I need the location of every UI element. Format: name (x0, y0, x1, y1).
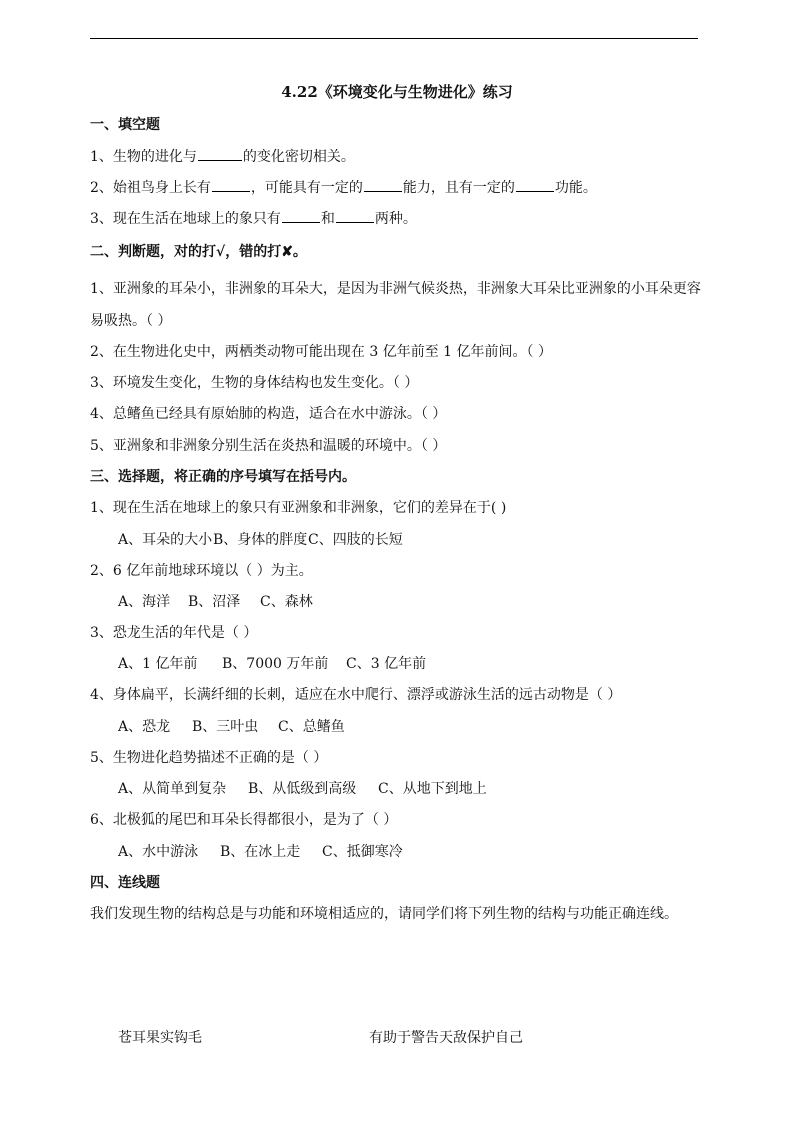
choice-question-6: 6、北极狐的尾巴和耳朵长得都很小，是为了（ ） (90, 812, 398, 828)
choice-option[interactable]: C、从地下到地上 (378, 781, 487, 797)
fill-question-2: 2、始祖鸟身上长有 ，可能具有一定的 能力，且有一定的 功能。 (90, 177, 597, 198)
choice-options-2 (118, 592, 313, 612)
answer-blank[interactable] (516, 177, 554, 192)
choice-option[interactable]: A、海洋 (118, 594, 171, 610)
answer-blank[interactable] (336, 208, 374, 223)
answer-blank[interactable] (282, 208, 320, 223)
choice-question-1: 1、现在生活在地球上的象只有亚洲象和非洲象，它们的差异在于( ) (90, 500, 507, 516)
answer-blank[interactable] (198, 146, 242, 161)
choice-option[interactable]: B、身体的胖度 (213, 532, 308, 548)
choice-question-5: 5、生物进化趋势描述不正确的是（ ） (90, 750, 328, 766)
header-rule (90, 38, 698, 39)
section2-heading: 二、判断题，对的打√，错的打✘。 (90, 244, 307, 260)
answer-blank[interactable] (212, 177, 250, 192)
fill-question-1: 1、生物的进化与 的变化密切相关。 (90, 146, 355, 167)
choice-option[interactable]: A、1 亿年前 (118, 656, 198, 672)
section1-heading: 一、填空题 (90, 117, 160, 133)
choice-options-4 (118, 717, 345, 737)
choice-option[interactable]: A、恐龙 (118, 719, 171, 735)
judge-question-3: 3、环境发生变化，生物的身体结构也发生变化。（ ） (90, 375, 419, 391)
choice-option[interactable]: B、三叶虫 (192, 719, 259, 735)
section4-intro: 我们发现生物的结构总是与功能和环境相适应的，请同学们将下列生物的结构与功能正确连线。 (90, 906, 678, 922)
choice-option[interactable]: C、森林 (260, 594, 313, 610)
choice-option[interactable]: C、3 亿年前 (346, 656, 427, 672)
judge-question-1-line1: 1、亚洲象的耳朵小，非洲象的耳朵大，是因为非洲气候炎热，非洲象大耳朵比亚洲象的小耳朵更容 (90, 281, 701, 297)
page-title: 4.22《环境变化与生物进化》练习 (281, 83, 513, 101)
match-left-item[interactable]: 苍耳果实钩毛 (118, 1030, 202, 1046)
choice-option[interactable]: C、四肢的长短 (308, 532, 403, 548)
choice-question-4: 4、身体扁平，长满纤细的长刺，适应在水中爬行、漂浮或游泳生活的远古动物是（ ） (90, 687, 622, 703)
judge-question-5: 5、亚洲象和非洲象分别生活在炎热和温暖的环境中。（ ） (90, 438, 447, 454)
choice-option[interactable]: B、7000 万年前 (222, 656, 329, 672)
judge-question-4: 4、总鳍鱼已经具有原始肺的构造，适合在水中游泳。（ ） (90, 406, 447, 422)
choice-option[interactable]: A、水中游泳 (118, 844, 199, 860)
section3-heading: 三、选择题，将正确的序号填写在括号内。 (90, 469, 356, 485)
judge-question-1-line2: 易吸热。（ ） (90, 313, 172, 329)
choice-question-3: 3、恐龙生活的年代是（ ） (90, 625, 258, 641)
choice-option[interactable]: B、在冰上走 (220, 844, 301, 860)
choice-option[interactable]: A、从简单到复杂 (118, 781, 227, 797)
choice-options-6 (118, 842, 403, 862)
choice-options-1 (118, 530, 403, 550)
choice-option[interactable]: B、沼泽 (188, 594, 241, 610)
answer-blank[interactable] (364, 177, 402, 192)
choice-option[interactable]: C、抵御寒冷 (322, 844, 403, 860)
choice-option[interactable]: C、总鳍鱼 (278, 719, 345, 735)
fill-question-3: 3、现在生活在地球上的象只有 和 两种。 (90, 208, 417, 229)
judge-question-2: 2、在生物进化史中，两栖类动物可能出现在 3 亿年前至 1 亿年前间。（ ） (90, 344, 552, 360)
choice-options-3 (118, 654, 426, 674)
choice-option[interactable]: A、耳朵的大小 (118, 532, 213, 548)
choice-option[interactable]: B、从低级到高级 (248, 781, 357, 797)
choice-question-2: 2、6 亿年前地球环境以（ ）为主。 (90, 563, 313, 579)
section4-heading: 四、连线题 (90, 875, 160, 891)
match-right-item[interactable]: 有助于警告天敌保护自己 (369, 1030, 523, 1046)
choice-options-5 (118, 779, 487, 799)
